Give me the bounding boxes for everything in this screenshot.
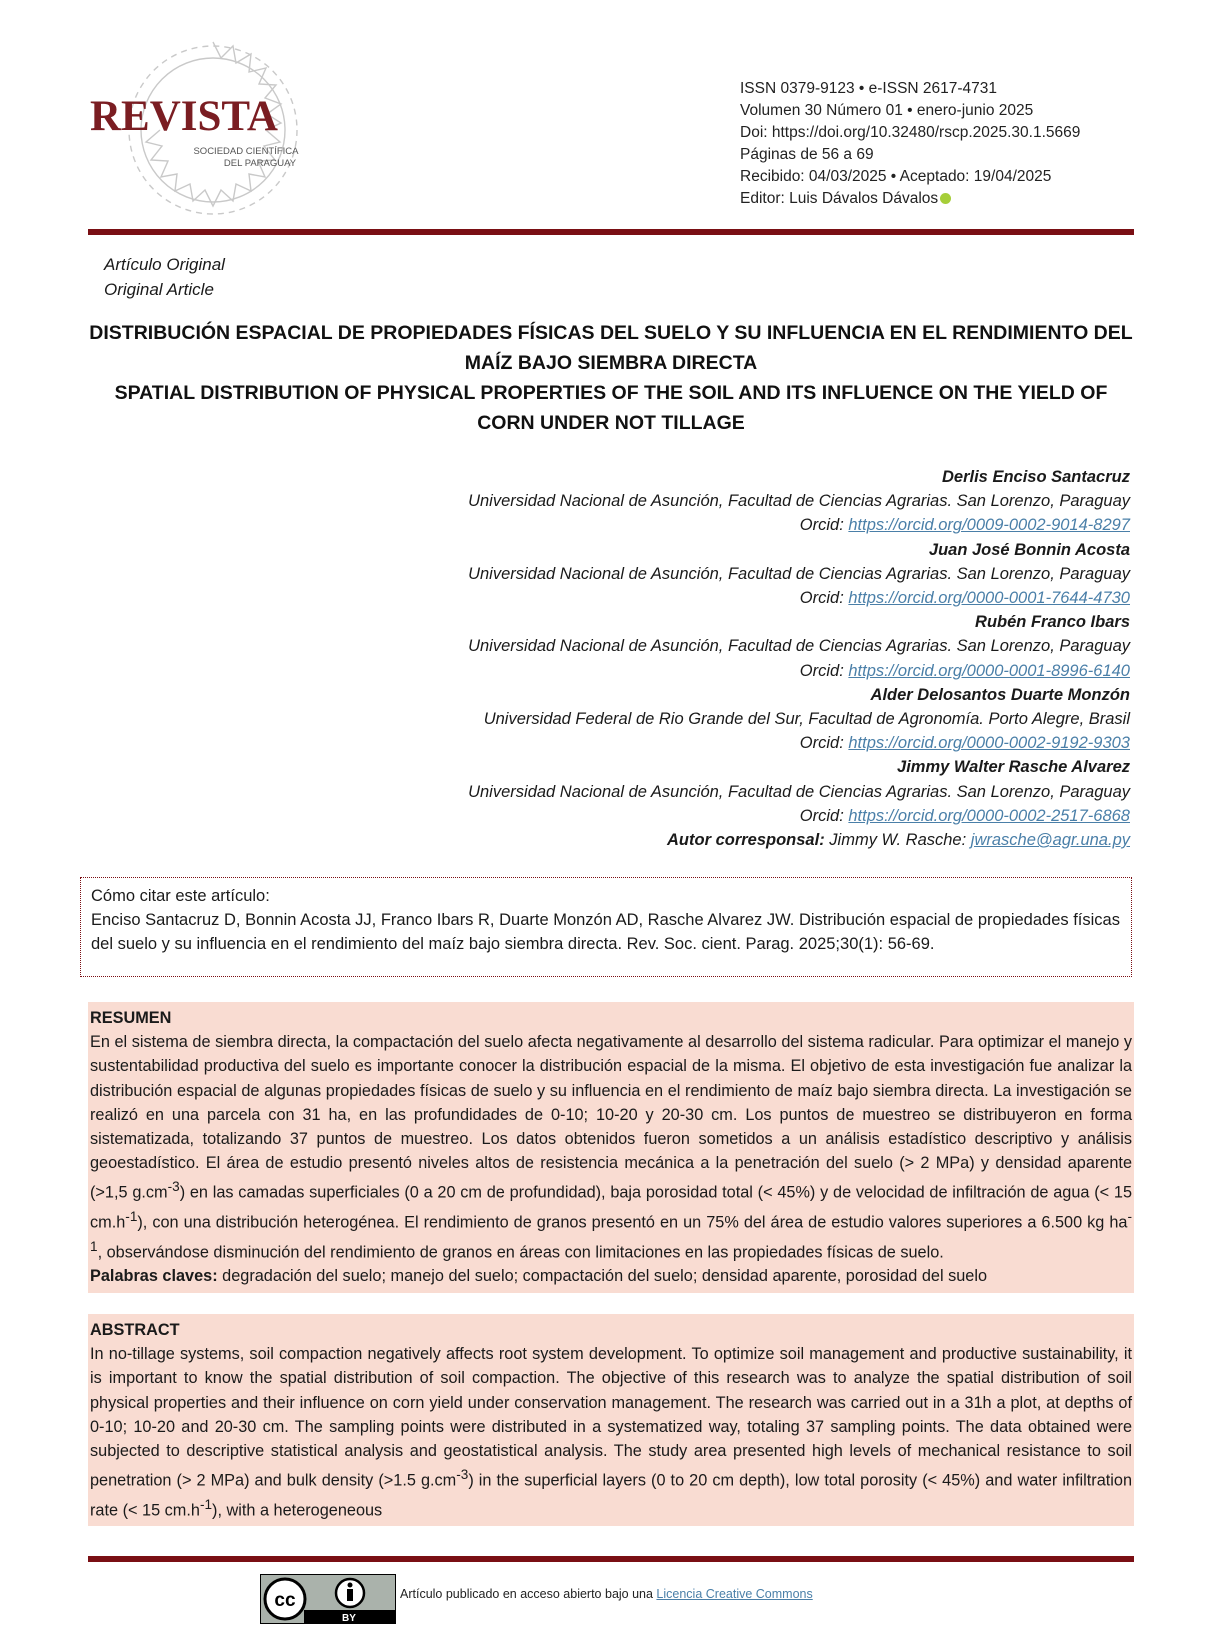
citation-head: Cómo citar este artículo: [91, 887, 270, 905]
author-affiliation: Universidad Nacional de Asunción, Facultad de Ciencias Agrarias. San Lorenzo, Paraguay [468, 564, 1130, 583]
orcid-link[interactable]: https://orcid.org/0000-0002-2517-6868 [848, 806, 1130, 825]
resumen-section [88, 1002, 1134, 1293]
abstract-text: In no-tillage systems, soil compaction negatively affects root system development. To optimize soil management and productive sustainability, it is important to know the spatial distribution of soil compaction. The objective of this research was to analyze the spatial distribution of soil physical properties and their influence on corn yield under conservation management. The research was carried out in a 31h a plot, at depths of 0-10; 10-20 and 20-30 cm. The sampling points were distributed in a systematized way, totaling 37 sampling points. The data obtained were subjected to descriptive statistical analysis and geostatistical analysis. The study area presented high levels of mechanical resistance to soil penetration (> 2 MPa) and bulk density (>1.5 $g.cm^{-3}$) in the superficial layers (0 to 20 cm depth), low total porosity (< 45%) and water infiltration rate (< 15 $cm.h^{-1}$), with a heterogeneous [90, 1345, 1132, 1520]
author-orcid: Orcid: https://orcid.org/0000-0001-8996-6140 [799, 661, 1130, 680]
author-list [468, 465, 1130, 852]
dates: Recibido: 04/03/2025 • Aceptado: 19/04/2025 [740, 168, 1052, 185]
author-affiliation: Universidad Nacional de Asunción, Facultad de Ciencias Agrarias. San Lorenzo, Paraguay [468, 492, 1130, 511]
issn: ISSN 0379-9123 • e-ISSN 2617-4731 [740, 80, 998, 97]
corresponding-author: Autor corresponsal: Jimmy W. Rasche: jwrasche@agr.una.py [667, 831, 1130, 850]
keywords: Palabras claves: degradación del suelo; manejo del suelo; compactación del suelo; densidad aparente, porosidad del suelo [90, 1267, 988, 1286]
citation-text: Enciso Santacruz D, Bonnin Acosta JJ, Franco Ibars R, Duarte Monzón AD, Rasche Alvarez JW. Distribución espacial de propiedades físicas del suelo y su influencia en el rendimiento del maíz bajo siembra directa. Rev. Soc. cient. Parag. 2025;30(1): 56-69. [91, 911, 1120, 953]
editor: Editor: Luis Dávalos Dávalos [740, 190, 939, 207]
doi[interactable]: Doi: https://doi.org/10.32480/rscp.2025.30.1.5669 [740, 124, 1081, 141]
author-orcid: Orcid: https://orcid.org/0000-0002-9192-9303 [799, 734, 1130, 753]
author-name: Rubén Franco Ibars [975, 613, 1130, 632]
orcid-icon[interactable] [940, 193, 951, 204]
author-affiliation: Universidad Nacional de Asunción, Facultad de Ciencias Agrarias. San Lorenzo, Paraguay [468, 782, 1130, 801]
citation-box [80, 877, 1132, 977]
volume: Volumen 30 Número 01 • enero-junio 2025 [740, 102, 1034, 119]
svg-text:BY: BY [342, 1613, 356, 1624]
author-orcid: Orcid: https://orcid.org/0009-0002-9014-8297 [799, 516, 1130, 535]
footer-rule [88, 1556, 1134, 1562]
author-name: Alder Delosantos Duarte Monzón [870, 685, 1130, 704]
journal-metadata [740, 78, 1080, 210]
author-orcid: Orcid: https://orcid.org/0000-0002-2517-6868 [799, 806, 1130, 825]
author-affiliation: Universidad Federal de Rio Grande del Sur, Facultad de Agronomía. Porto Alegre, Brasil [483, 710, 1130, 729]
title-es-line1: DISTRIBUCIÓN ESPACIAL DE PROPIEDADES FÍSICAS DEL SUELO Y SU INFLUENCIA EN EL RENDIMIENTO DEL [89, 322, 1133, 344]
logo-line1: SOCIEDAD CIENTÍFICA [193, 146, 299, 157]
title-es-line2: MAÍZ BAJO SIEMBRA DIRECTA [464, 352, 758, 374]
creative-commons-icon [260, 1574, 396, 1624]
journal-logo [88, 30, 318, 230]
logo-title: REVISTA [90, 93, 278, 140]
author-name: Jimmy Walter Rasche Alvarez [897, 758, 1130, 777]
orcid-link[interactable]: https://orcid.org/0000-0001-8996-6140 [848, 661, 1130, 680]
orcid-link[interactable]: https://orcid.org/0000-0002-9192-9303 [848, 734, 1130, 753]
article-type-en: Original Article [104, 280, 214, 299]
resumen-text: En el sistema de siembra directa, la compactación del suelo afecta negativamente al desarrollo del sistema radicular. Para optimizar el manejo y sustentabilidad productiva del suelo es importante conocer la distribución espacial de la misma. El objetivo de esta investigación fue analizar la distribución espacial de algunas propiedades físicas de suelo y su influencia en el rendimiento de maíz bajo siembra directa. La investigación se realizó en una parcela con 31 ha, en las profundidades de 0-10; 10-20 y 20-30 cm. Los puntos de muestreo se distribuyeron en forma sistematizada, totalizando 37 puntos de muestreo. Los datos obtenidos fueron sometidos a un análisis estadístico descriptivo y análisis geoestadístico. El área de estudio presentó niveles altos de resistencia mecánica a la penetración del suelo (> 2 MPa) y densidad aparente (>1,5 $g.cm^{-3}$) en las camadas superficiales (0 a 20 cm de profundidad), baja porosidad total (< 45%) y de velocidad de infiltración de agua (< 15 $cm.h^{-1}$), con una distribución heterogénea. El rendimiento de granos presentó en un 75% del área de estudio valores superiores a 6.500 kg $ha^{-1}$, observándose disminución del rendimiento de granos en áreas con limitaciones en las propiedades físicas de suelo. [90, 1033, 1132, 1262]
author-affiliation: Universidad Nacional de Asunción, Facultad de Ciencias Agrarias. San Lorenzo, Paraguay [468, 637, 1130, 656]
author-name: Derlis Enciso Santacruz [942, 468, 1130, 486]
orcid-link[interactable]: https://orcid.org/0009-0002-9014-8297 [848, 516, 1130, 535]
svg-text:cc: cc [274, 1590, 296, 1611]
title-en-line2: CORN UNDER NOT TILLAGE [477, 412, 745, 434]
article-type [104, 252, 225, 302]
license-note: Artículo publicado en acceso abierto bajo una Licencia Creative Commons [400, 1587, 813, 1601]
abstract-section [88, 1314, 1134, 1526]
pages: Páginas de 56 a 69 [740, 146, 874, 163]
article-title [88, 318, 1134, 438]
logo-line2: DEL PARAGUAY [223, 158, 297, 169]
resumen-heading: RESUMEN [90, 1009, 172, 1027]
article-type-es: Artículo Original [104, 255, 225, 274]
author-orcid: Orcid: https://orcid.org/0000-0001-7644-4730 [799, 589, 1130, 608]
logo-sun-emblem-icon [88, 30, 318, 230]
license-link[interactable]: Licencia Creative Commons [656, 1587, 813, 1601]
abstract-heading: ABSTRACT [90, 1321, 180, 1339]
email-link[interactable]: jwrasche@agr.una.py [970, 831, 1130, 850]
title-en-line1: SPATIAL DISTRIBUTION OF PHYSICAL PROPERTIES OF THE SOIL AND ITS INFLUENCE ON THE YIELD OF [114, 382, 1108, 404]
author-name: Juan José Bonnin Acosta [928, 540, 1130, 559]
orcid-link[interactable]: https://orcid.org/0000-0001-7644-4730 [848, 589, 1130, 608]
header-rule [88, 229, 1134, 235]
cc-license-badge[interactable] [260, 1574, 396, 1624]
